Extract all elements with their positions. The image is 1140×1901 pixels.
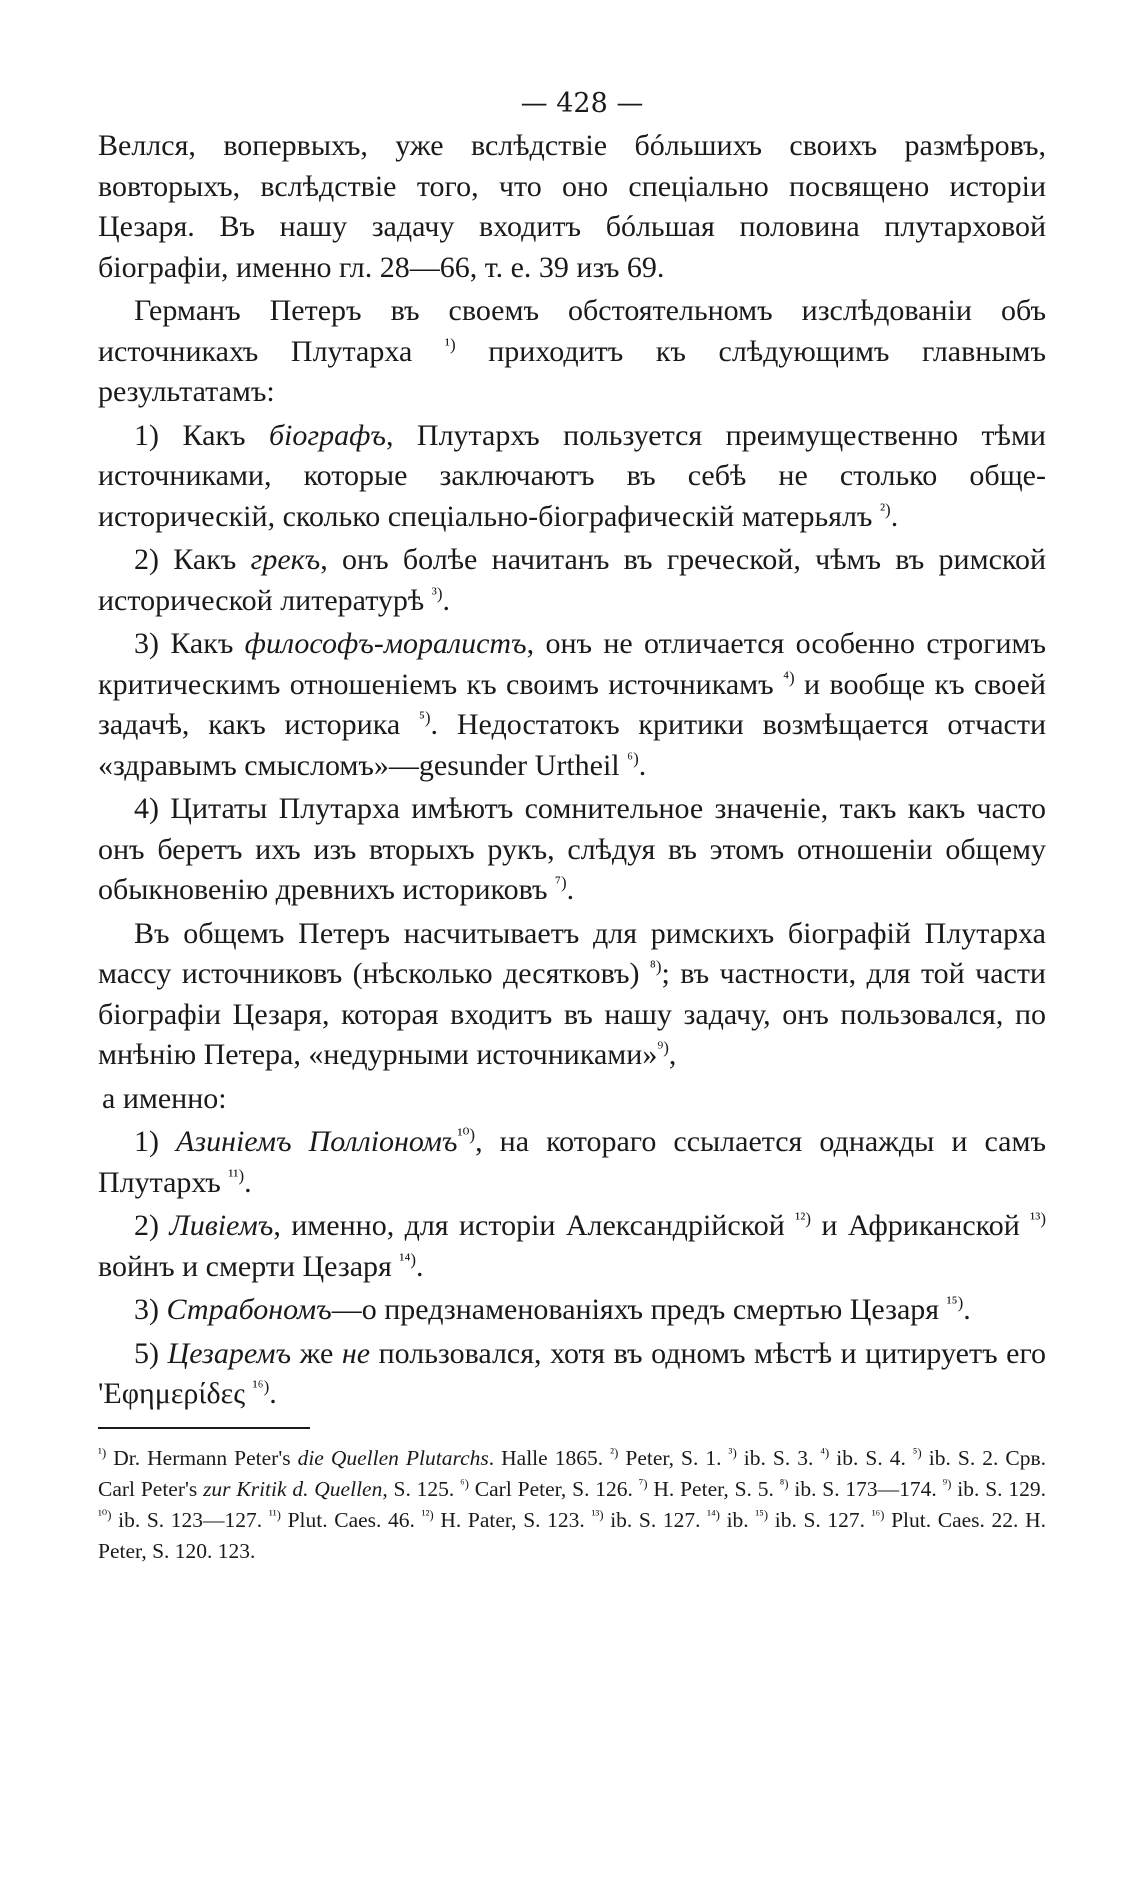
- footnote-ref: ¹¹): [228, 1165, 245, 1185]
- footnote-ref: ¹): [444, 334, 456, 354]
- source-item-pollio: 1) Азиніемъ Полліономъ$^{^{10})}$, на котораго ссылается однажды и самъ Плутархъ $^{^{11})}$.: [98, 1125, 1046, 1199]
- paragraph-namely: а именно:: [102, 1081, 227, 1115]
- page: [98, 84, 1046, 1415]
- list-item-greek: 2) Какъ грекъ, онъ болѣе начитанъ въ греческой, чѣмъ въ римской исторической литературѣ $^{^3)}$.: [98, 543, 1046, 617]
- footnote-ref: ¹⁶): [252, 1377, 270, 1396]
- body-text: [98, 126, 1046, 1415]
- footnote-divider: [98, 1427, 310, 1429]
- paragraph-continuation: Веллся, вопервыхъ, уже вслѣдствіе бóльшихъ своихъ размѣровъ, вовторыхъ, вслѣдствіе того, что оно спеціально посвящено исторіи Цезаря. Въ нашу задачу входитъ бóльшая половина плутарховой біографіи, именно гл. 28—66, т. е. 39 изъ 69.: [98, 129, 1046, 284]
- source-item-caesar: 5) Цезаремъ же не пользовался, хотя въ одномъ мѣстѣ и цитируетъ его 'Εφημερίδες $^{^{16})}$.: [98, 1336, 1046, 1410]
- footnote-ref: ⁵): [418, 708, 431, 727]
- list-item-citations: 4) Цитаты Плутарха имѣютъ сомнительное значеніе, такъ какъ часто онъ беретъ ихъ изъ вторыхъ рукъ, слѣдуя въ этомъ отношеніи общему обыкновенію древнихъ историковъ $^{^7)}$.: [98, 792, 1046, 906]
- footnote-ref: ¹⁴): [399, 1249, 417, 1269]
- list-item-philosopher: 3) Какъ философъ-моралистъ, онъ не отличается особенно строгимъ критическимъ отношеніемъ къ своимъ источникамъ $^{^4)}$ и вообще къ своей задачѣ, какъ историка $^{^5)}$. Недостатокъ критики возмѣщается отчасти «здравымъ смысломъ»—gesunder Urtheil $^{^6)}$.: [98, 627, 1047, 782]
- source-item-livy: 2) Ливіемъ, именно, для исторіи Александрійской $^{^{12})}$ и Африканской $^{^{13})}$ войнъ и смерти Цезаря $^{^{14})}$.: [98, 1209, 1046, 1283]
- footnote-ref: ⁴): [783, 667, 795, 687]
- footnote-ref: ⁷): [555, 873, 567, 892]
- source-item-strabo: 3) Страбономъ—о предзнаменованіяхъ предъ смертью Цезаря $^{^{15})}$.: [134, 1293, 971, 1326]
- list-item-biographer: 1) Какъ біографъ, Плутархъ пользуется преимущественно тѣми источниками, которые заключаютъ въ себѣ не столько обще-историческій, сколько спеціально-біографическій матерьялъ $^{^2)}$.: [98, 418, 1046, 533]
- paragraph-sources-summary: Въ общемъ Петеръ насчитываетъ для римскихъ біографій Плутарха массу источниковъ (нѣсколько десятковъ) $^{^8)}$; въ частности, для той части біографіи Цезаря, которая входитъ въ нашу задачу, онъ пользовался, по мнѣнію Петера, «недурными источниками»$^{^9)}$,: [98, 916, 1046, 1071]
- footnote-ref: ¹³): [1030, 1209, 1046, 1228]
- footnote-ref: ¹²): [795, 1209, 811, 1228]
- footnote-block: $^{^1)}$ Dr. Hermann Peter's die Quellen Plutarchs. Halle 1865. $^{^2)}$ Peter, S. 1. $^{^3)}$ ib. S. 3. $^{^4)}$ ib. S. 4. $^{^5)}$ ib. S. 2. Срв. Carl Peter's zur Kritik d. Quellen, S. 125. $^{^6)}$ Carl Peter, S. 126. $^{^7)}$ H. Peter, S. 5. $^{^8)}$ ib. S. 173—174. $^{^9)}$ ib. S. 129. $^{^{10})}$ ib. S. 123—127. $^{^{11})}$ Plut. Caes. 46. $^{^{12})}$ H. Pater, S. 123. $^{^{13})}$ ib. S. 127. $^{^{14})}$ ib. $^{^{15})}$ ib. S. 127. $^{^{16})}$ Plut. Caes. 22. H. Peter, S. 120. 123.: [98, 1444, 1046, 1563]
- footnote-ref: ⁸): [649, 957, 662, 976]
- footnotes: [98, 1443, 1046, 1567]
- paragraph-peter-intro: Германъ Петеръ въ своемъ обстоятельномъ изслѣдованіи объ источникахъ Плутарха $^{^1)}$ приходитъ къ слѣдующимъ главнымъ результатамъ:: [98, 294, 1046, 408]
- footnote-ref: ³): [431, 583, 443, 603]
- footnote-ref: ¹⁵): [946, 1293, 964, 1312]
- footnote-ref: ²): [879, 499, 891, 519]
- footnote-ref: ⁹): [657, 1038, 669, 1057]
- footnote-ref: ¹⁰): [457, 1125, 476, 1144]
- page-number: — 428 —: [520, 88, 644, 119]
- footnote-ref: ⁶): [627, 748, 639, 768]
